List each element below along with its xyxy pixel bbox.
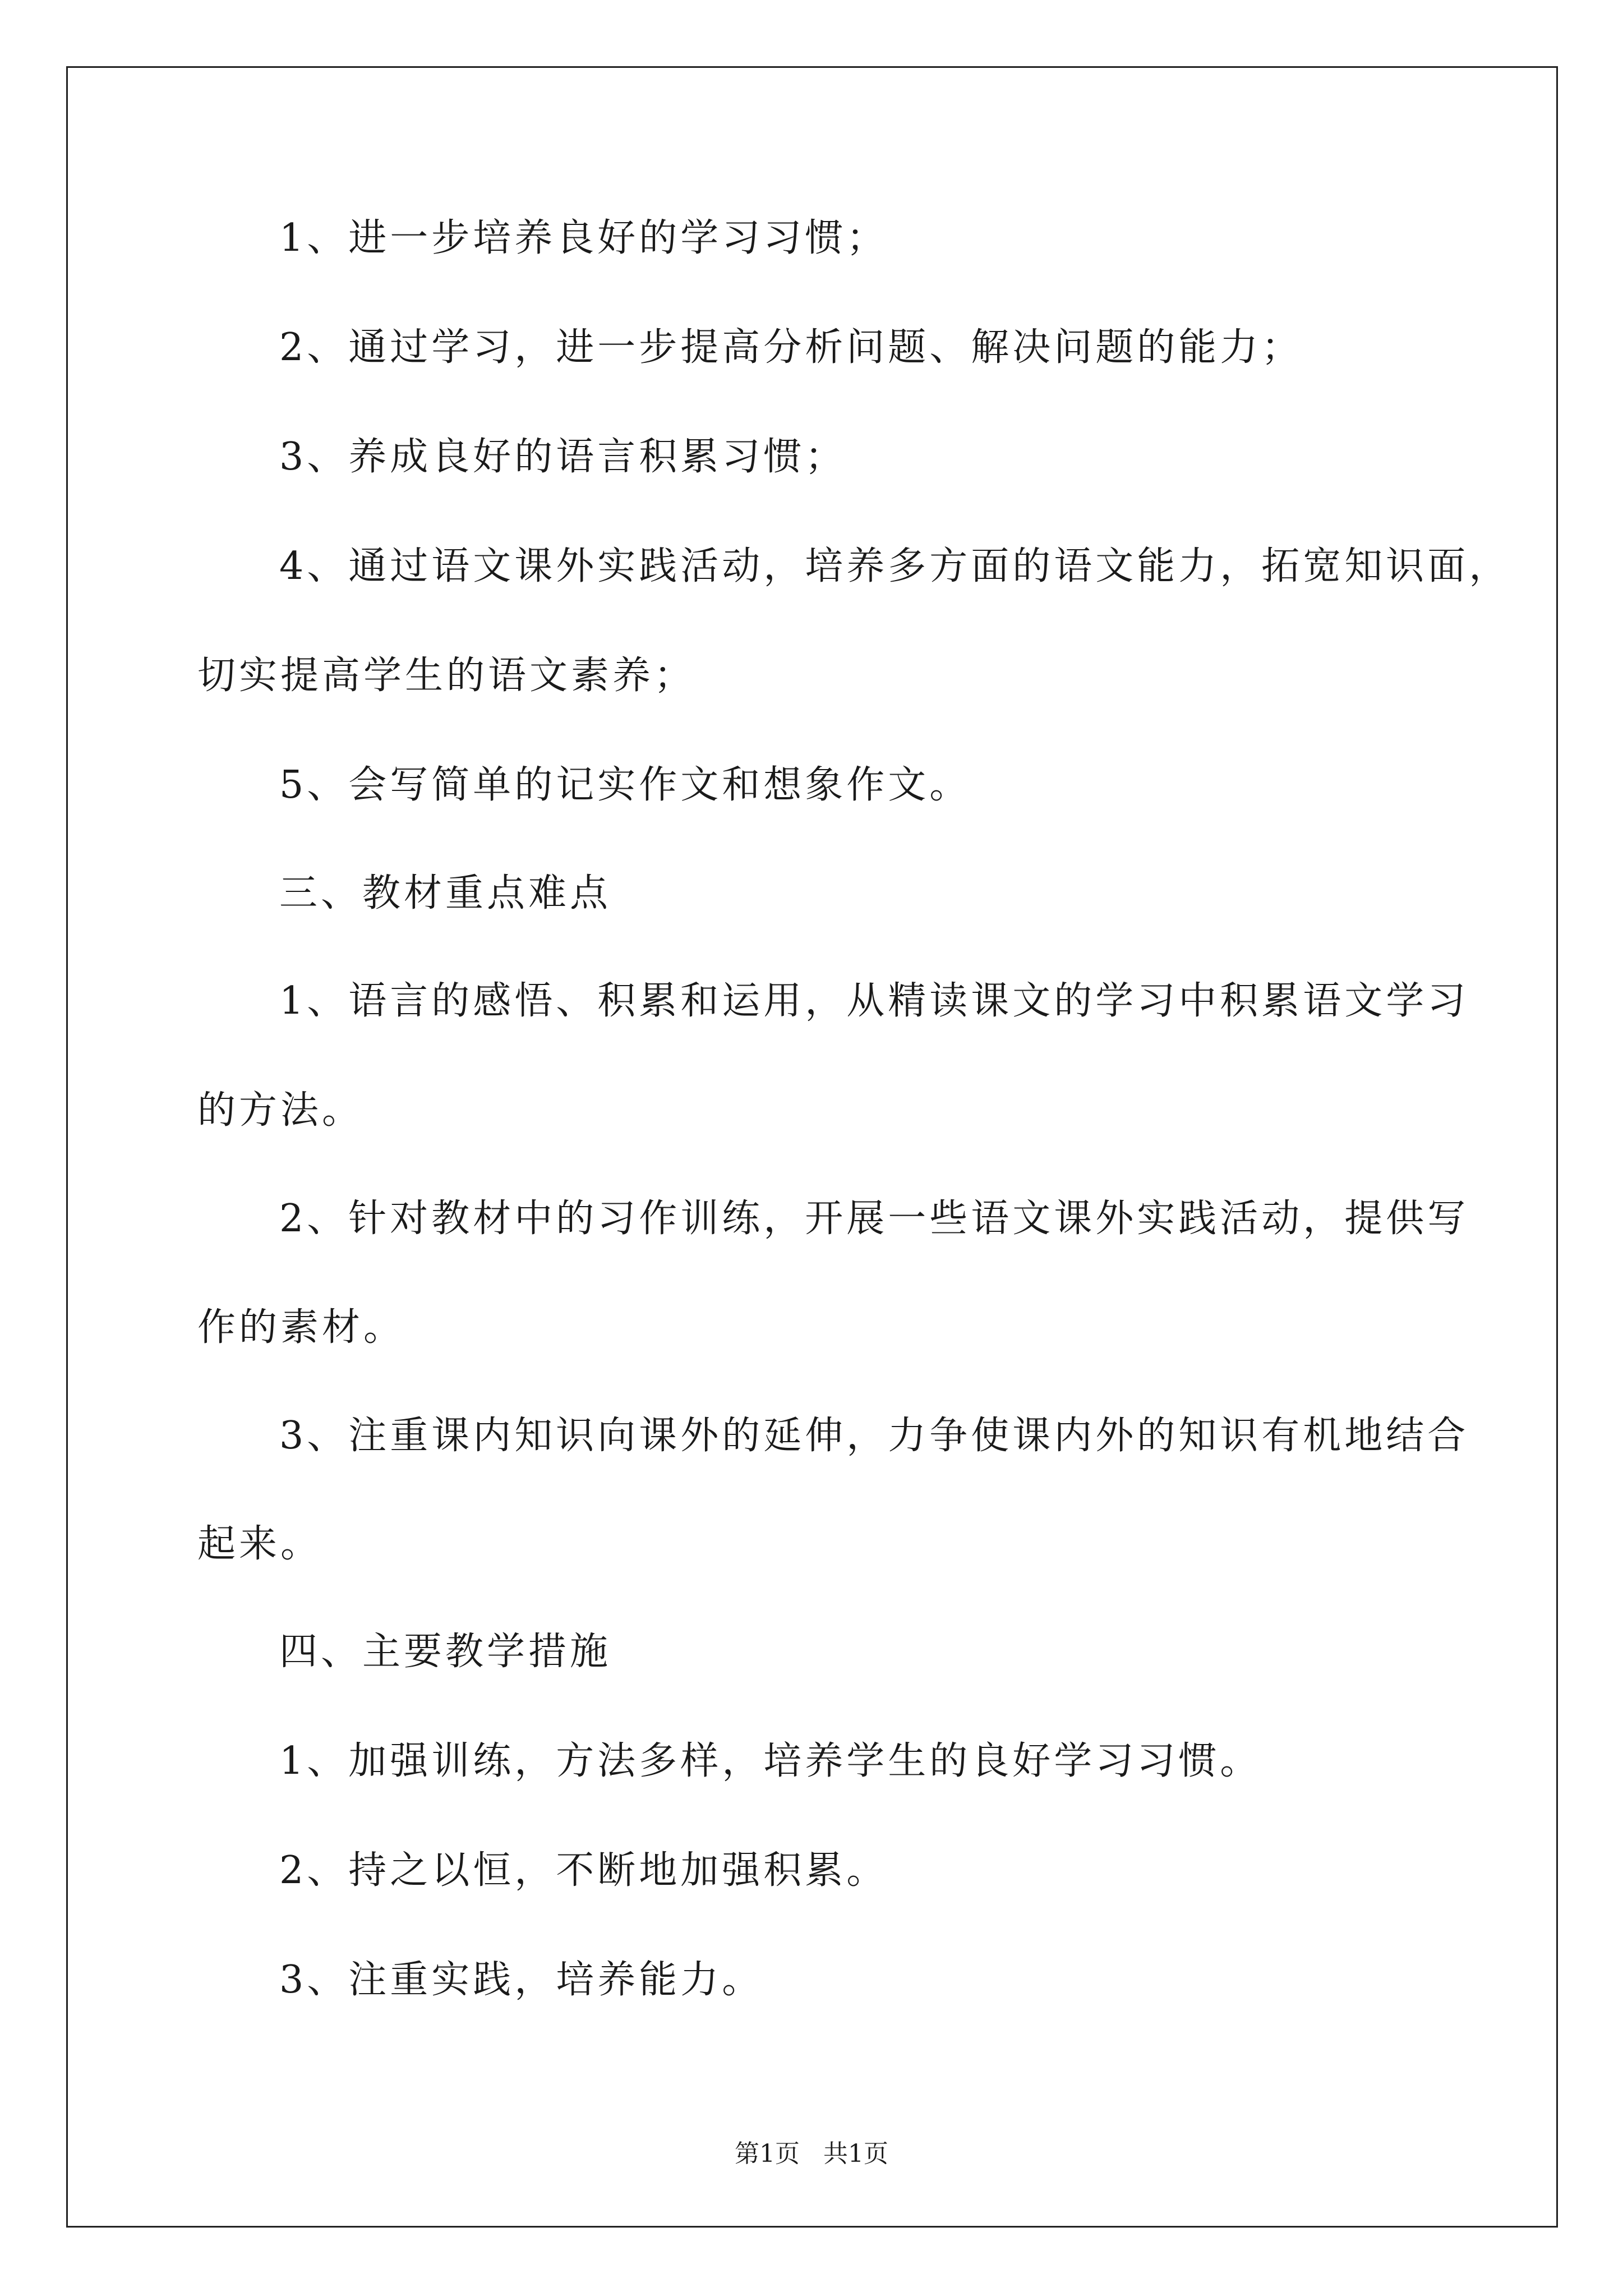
text-line: 1、进一步培养良好的学习习惯； — [279, 216, 888, 260]
text-line: 的方法。 — [197, 1088, 364, 1133]
text-line: 2、通过学习，进一步提高分析问题、解决问题的能力； — [279, 325, 1303, 370]
page-footer: 第1页 共1页 — [735, 2139, 888, 2168]
text-line: 2、持之以恒，不断地加强积累。 — [279, 1848, 888, 1893]
text-line: 切实提高学生的语文素养； — [197, 654, 696, 698]
text-line: 3、注重课内知识向课外的延伸，力争使课内外的知识有机地结合 — [279, 1414, 1469, 1458]
section-heading: 四、主要教学措施 — [279, 1630, 612, 1674]
text-line: 作的素材。 — [197, 1305, 405, 1350]
text-line: 2、针对教材中的习作训练，开展一些语文课外实践活动，提供写 — [279, 1197, 1469, 1241]
text-line: 1、加强训练，方法多样，培养学生的良好学习习惯。 — [279, 1739, 1262, 1783]
text-line: 3、注重实践，培养能力。 — [279, 1958, 764, 2002]
text-line: 3、养成良好的语言积累习惯； — [279, 435, 847, 479]
text-line: 4、通过语文课外实践活动，培养多方面的语文能力，拓宽知识面， — [279, 544, 1511, 588]
text-line: 1、语言的感悟、积累和运用，从精读课文的学习中积累语文学习 — [279, 979, 1469, 1023]
section-heading: 三、教材重点难点 — [279, 871, 612, 915]
text-line: 5、会写简单的记实作文和想象作文。 — [279, 763, 971, 807]
text-line: 起来。 — [197, 1522, 322, 1566]
